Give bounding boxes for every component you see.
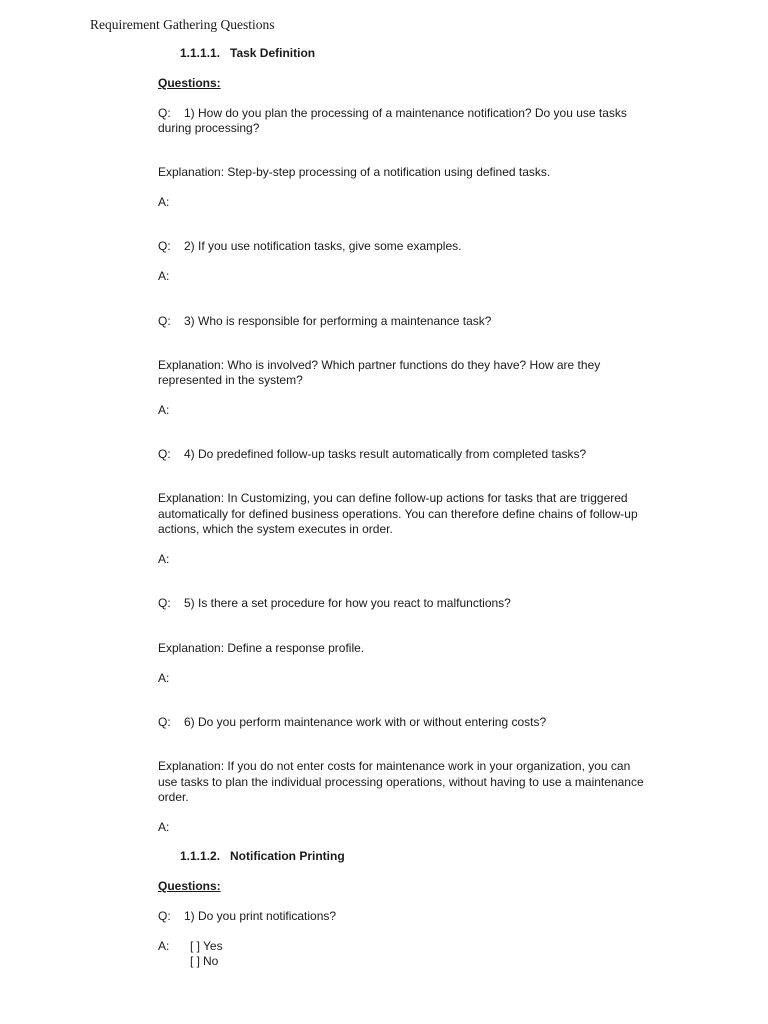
checkbox-option-no[interactable] [190, 954, 218, 970]
question-prefix: Q: [158, 715, 171, 729]
explanation-3: Explanation: Who is involved? Which partner functions do they have? How are they [158, 358, 601, 372]
question-text: 3) Who is responsible for performing a maintenance task? [184, 314, 492, 328]
question-1-continued: during processing? [158, 121, 260, 135]
answer-3: A: [158, 403, 170, 417]
questions-label-2: Questions: [158, 879, 221, 893]
question-2 [158, 239, 461, 255]
section-number: 1.1.1.2. [180, 849, 221, 863]
question-5 [158, 596, 511, 612]
question-3 [158, 314, 491, 330]
answer-1: A: [158, 195, 170, 209]
checkbox-label: No [203, 954, 219, 968]
question-6 [158, 715, 546, 731]
question-text: 6) Do you perform maintenance work with or without entering costs? [184, 715, 547, 729]
explanation-6-continued-2: order. [158, 790, 189, 804]
checkbox-box[interactable]: [ ] [190, 939, 201, 953]
question-prefix: Q: [158, 596, 171, 610]
checkbox-box[interactable]: [ ] [190, 954, 201, 968]
running-header: Requirement Gathering Questions [90, 17, 275, 32]
answer-4: A: [158, 552, 170, 566]
section-title: Task Definition [230, 46, 316, 60]
section-heading-task-definition [180, 46, 315, 62]
explanation-6: Explanation: If you do not enter costs for maintenance work in your organization, you can [158, 759, 631, 773]
question-prefix: Q: [158, 909, 171, 923]
question-print-1 [158, 909, 336, 925]
explanation-4: Explanation: In Customizing, you can define follow-up actions for tasks that are triggered [158, 491, 628, 505]
answer-2: A: [158, 269, 170, 283]
answer-6: A: [158, 820, 170, 834]
section-heading-notification-printing [180, 849, 345, 865]
checkbox-label: Yes [203, 939, 223, 953]
question-prefix: Q: [158, 106, 171, 120]
answer-5: A: [158, 671, 170, 685]
question-text: 1) Do you print notifications? [184, 909, 337, 923]
question-prefix: Q: [158, 314, 171, 328]
question-text: 2) If you use notification tasks, give some examples. [184, 239, 462, 253]
section-title: Notification Printing [230, 849, 345, 863]
question-text: 1) How do you plan the processing of a maintenance notification? Do you use tasks [184, 106, 627, 120]
explanation-3-continued: represented in the system? [158, 373, 303, 387]
question-4 [158, 447, 586, 463]
checkbox-option-yes[interactable] [190, 939, 223, 955]
question-prefix: Q: [158, 239, 171, 253]
explanation-5: Explanation: Define a response profile. [158, 641, 365, 655]
questions-label: Questions: [158, 76, 221, 90]
question-1 [158, 106, 627, 122]
question-text: 4) Do predefined follow-up tasks result automatically from completed tasks? [184, 447, 587, 461]
explanation-4-continued: automatically for defined business operations. You can therefore define chains of follow-up [158, 507, 638, 521]
answer-print-1: A: [158, 939, 170, 953]
explanation-4-continued-2: actions, which the system executes in order. [158, 522, 393, 536]
question-text: 5) Is there a set procedure for how you react to malfunctions? [184, 596, 511, 610]
question-prefix: Q: [158, 447, 171, 461]
explanation-6-continued: use tasks to plan the individual processing operations, without having to use a maintenance [158, 775, 644, 789]
section-number: 1.1.1.1. [180, 46, 221, 60]
explanation-1: Explanation: Step-by-step processing of a notification using defined tasks. [158, 165, 551, 179]
